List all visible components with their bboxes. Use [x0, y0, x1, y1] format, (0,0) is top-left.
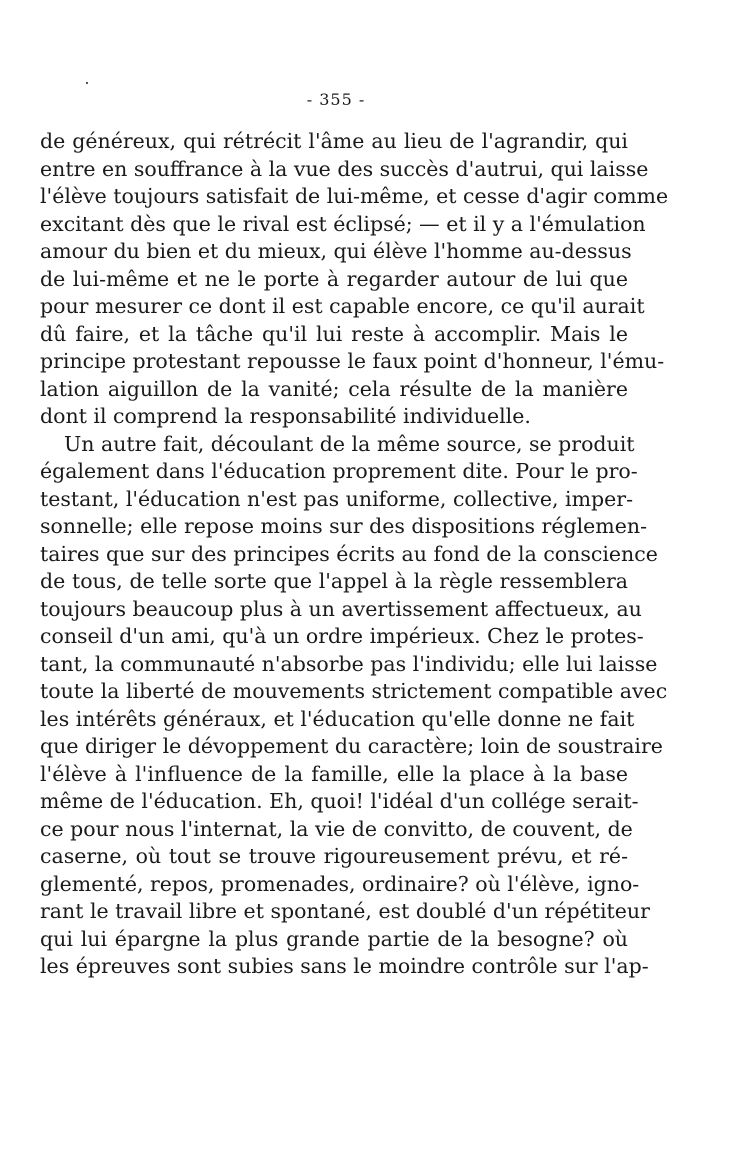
text-line: toujours beaucoup plus à un avertissement affectueux, au [40, 596, 642, 621]
text-line: principe protestant repousse le faux point d'honneur, l'ému- [40, 349, 665, 373]
text-line: pour mesurer ce dont il est capable encore, ce qu'il aurait [40, 294, 645, 318]
text-line: dont il comprend la responsabilité individuelle. [40, 404, 531, 428]
text-line: excitant dès que le rival est éclipsé; — et il y a l'émulation [40, 211, 646, 236]
text-line: Un autre fait, découlant de la même source, se produit [64, 431, 635, 456]
page-number: - 355 - [306, 90, 366, 109]
text-line: tant, la communauté n'absorbe pas l'individu; elle lui laisse [40, 651, 658, 676]
text-line: lation aiguillon de la vanité; cela résulte de la manière [40, 376, 628, 401]
text-line: dû faire, et la tâche qu'il lui reste à accomplir. Mais le [40, 321, 628, 346]
text-line: ce pour nous l'internat, la vie de convitto, de couvent, de [40, 816, 633, 841]
text-line: entre en souffrance à la vue des succès d'autrui, qui laisse [40, 156, 649, 181]
text-line: les intérêts généraux, et l'éducation qu'elle donne ne fait [40, 706, 635, 731]
text-line: sonnelle; elle repose moins sur des dispositions réglemen- [40, 514, 647, 538]
text-line: l'élève à l'influence de la famille, elle la place à la base [40, 761, 628, 786]
text-line: de lui-même et ne le porte à regarder autour de lui que [40, 266, 628, 291]
text-line: les épreuves sont subies sans le moindre contrôle sur l'ap- [40, 954, 649, 978]
text-line: que diriger le dévoppement du caractère; loin de soustraire [40, 734, 663, 758]
text-line: rant le travail libre et spontané, est doublé d'un répétiteur [40, 899, 650, 923]
text-line: amour du bien et du mieux, qui élève l'homme au-dessus [40, 239, 632, 263]
text-line: testant, l'éducation n'est pas uniforme, collective, imper- [40, 486, 634, 511]
text-line: de tous, de telle sorte que l'appel à la règle ressemblera [40, 569, 628, 593]
text-line: qui lui épargne la plus grande partie de la besogne? où [40, 926, 628, 951]
stray-ink-mark [86, 82, 88, 84]
text-line: l'élève toujours satisfait de lui-même, et cesse d'agir comme [40, 184, 669, 208]
text-line: de généreux, qui rétrécit l'âme au lieu de l'agrandir, qui [40, 129, 628, 153]
text-line: même de l'éducation. Eh, quoi! l'idéal d'un collége serait- [40, 789, 639, 813]
text-line: caserne, où tout se trouve rigoureusement prévu, et ré- [40, 844, 628, 868]
text-line: toute la liberté de mouvements strictement compatible avec [40, 679, 668, 703]
text-line: conseil d'un ami, qu'à un ordre impérieux. Chez le protes- [40, 624, 644, 648]
text-line: glementé, repos, promenades, ordinaire? où l'élève, igno- [40, 871, 640, 896]
text-line: taires que sur des principes écrits au fond de la conscience [40, 541, 658, 566]
body-text [40, 128, 669, 981]
text-line: également dans l'éducation proprement dite. Pour le pro- [40, 459, 638, 483]
